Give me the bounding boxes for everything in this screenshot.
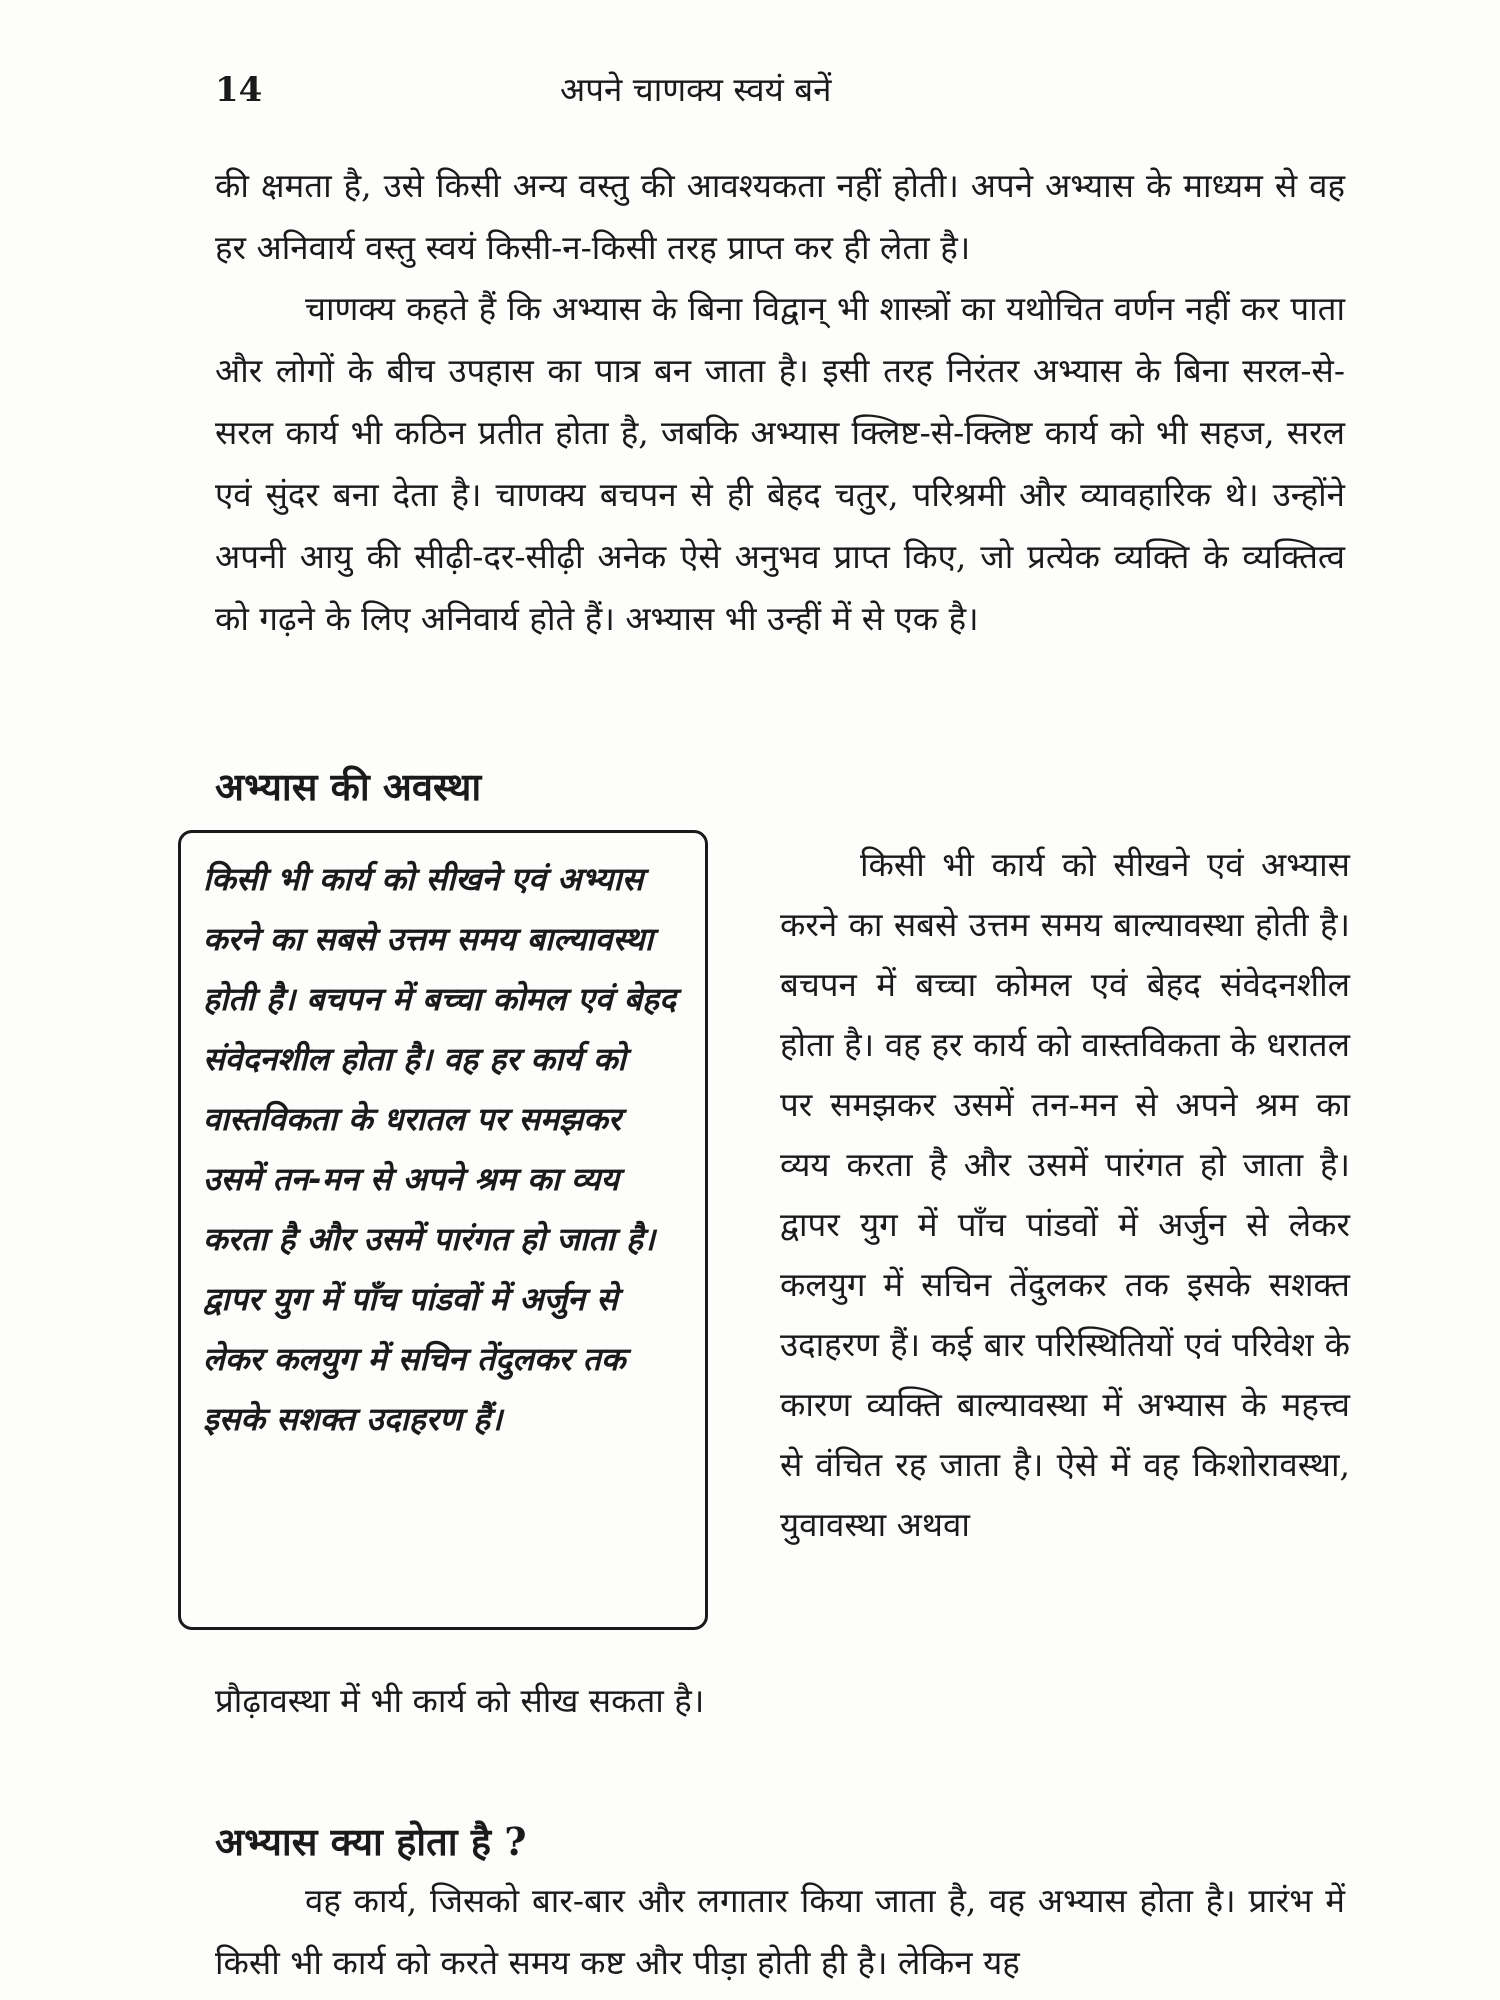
pullquote-text: किसी भी कार्य को सीखने एवं अभ्यास करने का सबसे उत्तम समय बाल्यावस्था होती है। बचपन में बच्चा कोमल एवं बेहद संवेदनशील होता है। वह हर कार्य को वास्तविकता के धरातल पर समझकर उसमें तन-मन से अपने श्रम का व्यय करता है और उसमें पारंगत हो जाता है। द्वापर युग में पाँच पांडवों में अर्जुन से लेकर कलयुग में सचिन तेंदुलकर तक इसके सशक्त उदाहरण हैं। <box>203 860 676 1438</box>
paragraph-2: चाणक्य कहते हैं कि अभ्यास के बिना विद्वान् भी शास्त्रों का यथोचित वर्णन नहीं कर पाता और लोगों के बीच उपहास का पात्र बन जाता है। इसी तरह निरंतर अभ्यास के बिना सरल-से-सरल कार्य भी कठिन प्रतीत होता है, जबकि अभ्यास क्लिष्ट-से-क्लिष्ट कार्य को भी सहज, सरल एवं सुंदर बना देता है। चाणक्य बचपन से ही बेहद चतुर, परिश्रमी और व्यावहारिक थे। उन्होंने अपनी आयु की सीढ़ी-दर-सीढ़ी अनेक ऐसे अनुभव प्राप्त किए, जो प्रत्येक व्यक्ति के व्यक्तित्व को गढ़ने के लिए अनिवार्य होते हैं। अभ्यास भी उन्हीं में से एक है। <box>215 289 1345 638</box>
paragraph-3-continued: प्रौढ़ावस्था में भी कार्य को सीख सकता है। <box>215 1681 705 1720</box>
paragraph-3: किसी भी कार्य को सीखने एवं अभ्यास करने का सबसे उत्तम समय बाल्यावस्था होती है। बचपन में बच्चा कोमल एवं बेहद संवेदनशील होता है। वह हर कार्य को वास्तविकता के धरातल पर समझकर उसमें तन-मन से अपने श्रम का व्यय करता है और उसमें पारंगत हो जाता है। द्वापर युग में पाँच पांडवों में अर्जुन से लेकर कलयुग में सचिन तेंदुलकर तक इसके सशक्त उदाहरण हैं। कई बार परिस्थितियों एवं परिवेश के कारण व्यक्ति बाल्यावस्था में अभ्यास के महत्त्व से वंचित रह जाता है। ऐसे में वह किशोरावस्था, युवावस्था अथवा <box>780 845 1350 1544</box>
section-heading-practice-stage: अभ्यास की अवस्था <box>215 764 482 809</box>
running-title: अपने चाणक्य स्वयं बनें <box>560 70 832 109</box>
paragraph-1: की क्षमता है, उसे किसी अन्य वस्तु की आवश्यकता नहीं होती। अपने अभ्यास के माध्यम से वह हर अनिवार्य वस्तु स्वयं किसी-न-किसी तरह प्राप्त कर ही लेता है। <box>215 166 1345 267</box>
pullquote-box <box>178 830 708 1630</box>
section-heading-what-is-practice: अभ्यास क्या होता है ? <box>215 1819 527 1864</box>
page-number: 14 <box>215 70 263 110</box>
paragraph-4: वह कार्य, जिसको बार-बार और लगातार किया जाता है, वह अभ्यास होता है। प्रारंभ में किसी भी कार्य को करते समय कष्ट और पीड़ा होती ही है। लेकिन यह <box>215 1881 1345 1982</box>
